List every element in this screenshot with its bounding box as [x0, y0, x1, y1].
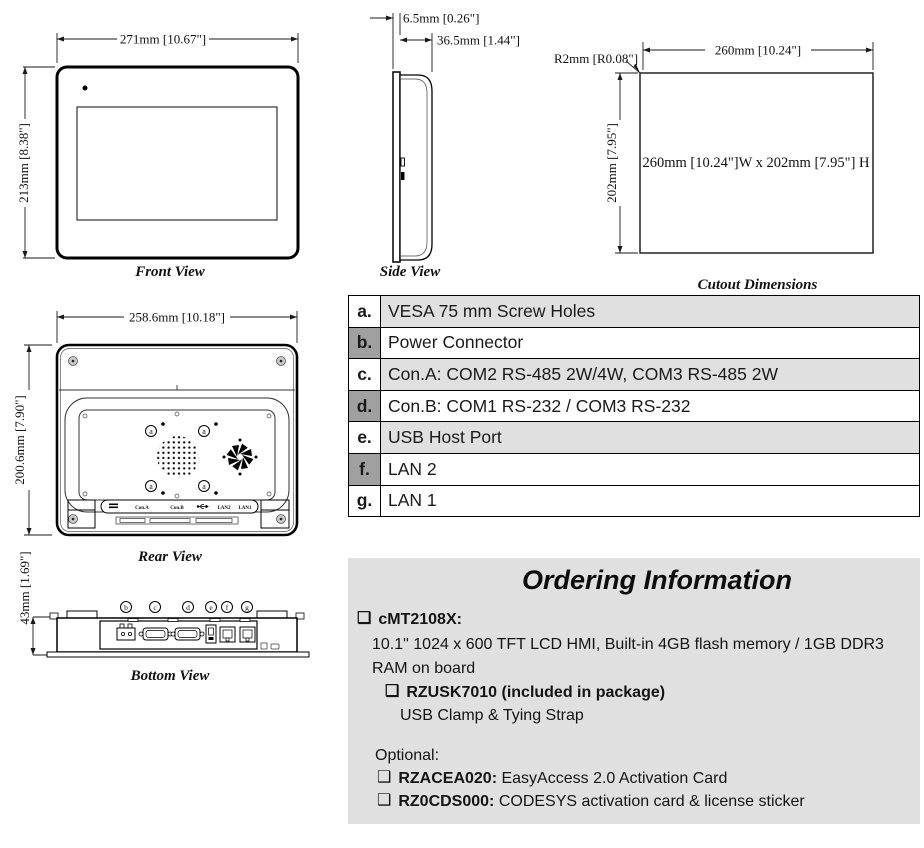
legend-key: c.: [349, 359, 381, 391]
table-row: [349, 327, 920, 359]
legend-key: a.: [349, 296, 381, 328]
vesa-label: a: [202, 482, 206, 491]
strip-label-lan1: LAN1: [238, 505, 252, 511]
table-row: [349, 390, 920, 422]
optional-item-line: [377, 771, 727, 787]
table-row: [349, 296, 920, 328]
port-letter-b: b: [124, 603, 128, 612]
side-thickness-dimension: 6.5mm [0.26"]: [403, 10, 480, 26]
port-letter-c: c: [153, 603, 157, 612]
checkbox-bullet-icon: ❑: [357, 610, 372, 627]
product-desc-line1: 10.1" 1024 x 600 TFT LCD HMI, Built-in 4GB flash memory / 1GB DDR3: [372, 636, 884, 653]
front-view-caption: Front View: [135, 264, 205, 280]
product-code: cMT2108X:: [378, 611, 462, 628]
bottom-view-caption: Bottom View: [130, 668, 210, 684]
rear-width-dimension: 258.6mm [10.18"]: [129, 309, 225, 325]
checkbox-bullet-icon: ❑: [377, 769, 392, 786]
side-view-caption: Side View: [379, 264, 441, 280]
port-letter-callouts: [121, 602, 253, 613]
included-desc: USB Clamp & Tying Strap: [400, 707, 584, 724]
front-led-dot: [83, 86, 88, 91]
legend-label: Con.A: COM2 RS-485 2W/4W, COM3 RS-485 2W: [381, 359, 920, 391]
bottom-height-dimension: 43mm [1.69"]: [17, 551, 32, 625]
table-row: [349, 485, 920, 517]
db9-port-con-a: [139, 628, 172, 640]
legend-label: Con.B: COM1 RS-232 / COM3 RS-232: [381, 390, 920, 422]
rear-view-drawing: [0, 305, 340, 560]
cutout-area-text: 260mm [10.24"]W x 202mm [7.95"] H: [642, 155, 870, 171]
bottom-dimension-lines: [33, 617, 55, 655]
optional-item-line: [377, 794, 805, 810]
port-letter-e: e: [209, 603, 213, 612]
side-slot-mark-filled: [401, 172, 405, 180]
legend-label: LAN 2: [381, 453, 920, 485]
rear-height-dimension: 200.6mm [7.90"]: [12, 395, 27, 485]
table-row: [349, 453, 920, 485]
strip-label-lan2: LAN2: [217, 505, 231, 511]
port-legend-table: [348, 295, 920, 517]
legend-label: USB Host Port: [381, 422, 920, 454]
side-depth-dimension: 36.5mm [1.44"]: [437, 32, 520, 48]
cutout-drawing: [540, 30, 924, 275]
legend-key: g.: [349, 485, 381, 517]
vesa-label: a: [202, 427, 206, 436]
legend-key: d.: [349, 390, 381, 422]
legend-label: Power Connector: [381, 327, 920, 359]
cutout-width-dimension: 260mm [10.24"]: [714, 42, 802, 58]
bottom-view-drawing: [0, 548, 340, 688]
usb-port: [206, 625, 216, 643]
optional-label: Optional:: [375, 747, 440, 764]
rear-view-caption: Rear View: [138, 549, 202, 565]
port-letter-g: g: [245, 603, 249, 612]
legend-label: LAN 1: [381, 485, 920, 517]
checkbox-bullet-icon: ❑: [377, 792, 392, 809]
ordering-title: Ordering Information: [522, 565, 792, 595]
optional-code: RZ0CDS000:: [398, 793, 495, 810]
cutout-caption: Cutout Dimensions: [697, 277, 818, 293]
included-item-line: [385, 685, 665, 701]
optional-desc: EasyAccess 2.0 Activation Card: [501, 770, 728, 787]
cutout-radius-dimension: R2mm [R0.08"]: [554, 51, 639, 66]
rj45-port-lan2: [220, 627, 235, 642]
legend-key: f.: [349, 453, 381, 485]
strip-label-con-b: Con.B: [170, 505, 184, 511]
optional-desc: CODESYS activation card & license sticker: [498, 793, 805, 810]
side-view-drawing: [340, 5, 540, 280]
legend-key: b.: [349, 327, 381, 359]
front-height-dimension: 213mm [8.38"]: [16, 123, 31, 203]
table-row: [349, 359, 920, 391]
optional-code: RZACEA020:: [398, 770, 498, 787]
ordering-product-line: [357, 612, 462, 628]
ordering-information-box: [348, 558, 920, 824]
legend-label: VESA 75 mm Screw Holes: [381, 296, 920, 328]
product-desc-line2: RAM on board: [372, 660, 476, 677]
front-view-drawing: [15, 25, 325, 265]
front-width-dimension: 271mm [10.67"]: [119, 31, 207, 47]
db9-port-con-b: [171, 628, 204, 640]
speaker-grill-icon: [157, 436, 199, 478]
port-letter-d: d: [186, 603, 190, 612]
rj45-port-lan1: [240, 627, 255, 642]
port-letter-f: f: [225, 603, 229, 612]
legend-key: e.: [349, 422, 381, 454]
table-row: [349, 422, 920, 454]
front-bezel-outline: [57, 67, 298, 258]
vesa-label: a: [149, 482, 153, 491]
checkbox-bullet-icon: ❑: [385, 683, 400, 700]
included-code: RZUSK7010 (included in package): [406, 684, 666, 701]
cutout-height-dimension: 202mm [7.95"]: [604, 123, 619, 203]
strip-label-con-a: Con.A: [135, 505, 149, 511]
side-front-bezel: [393, 72, 400, 262]
vesa-label: a: [149, 427, 153, 436]
